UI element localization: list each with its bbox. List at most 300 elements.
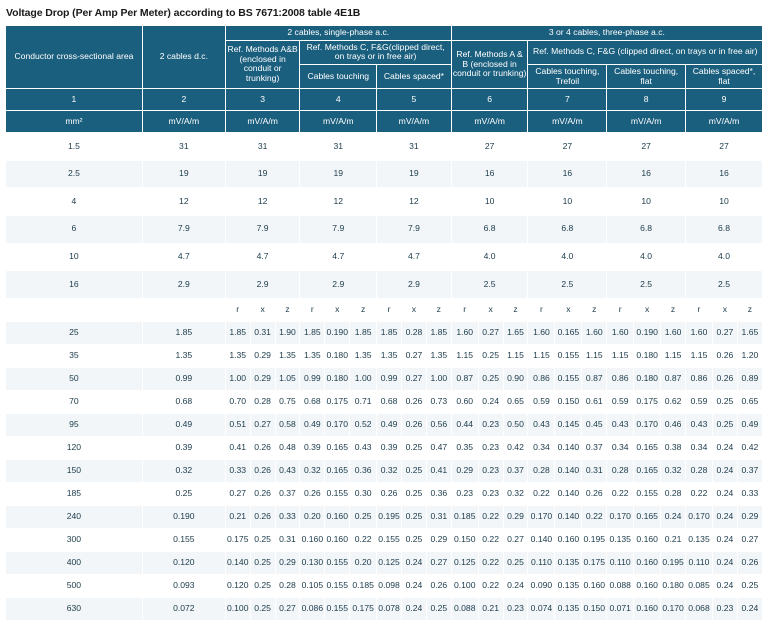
cell-value-1: 0.26 (250, 459, 275, 482)
cell-value-18: 0.068 (686, 597, 713, 620)
cell-col7: 6.8 (528, 215, 607, 243)
simple-rows-body (6, 133, 763, 299)
cell-value-20: 0.89 (737, 367, 762, 390)
cell-value-6: 1.85 (377, 321, 402, 344)
cell-value-13: 0.165 (555, 321, 582, 344)
cell-value-20: 0.24 (737, 597, 762, 620)
cell-area: 50 (6, 367, 143, 390)
cell-col4: 12 (300, 188, 377, 216)
cell-value-10: 0.23 (478, 413, 503, 436)
cell-area: 300 (6, 528, 143, 551)
cell-value-4: 0.155 (325, 597, 350, 620)
header-touching-trefoil: Cables touching, Trefoil (528, 64, 607, 88)
cell-value-11: 1.15 (503, 344, 528, 367)
cell-value-20: 0.42 (737, 436, 762, 459)
cell-value-19: 0.25 (712, 390, 737, 413)
cell-value-19: 0.26 (712, 367, 737, 390)
cell-value-5: 0.25 (350, 505, 377, 528)
cell-value-13: 0.140 (555, 436, 582, 459)
cell-value-1: 0.25 (250, 551, 275, 574)
cell-value-13: 0.140 (555, 482, 582, 505)
cell-col5: 19 (377, 160, 452, 188)
cell-value-10: 0.23 (478, 482, 503, 505)
cell-value-16: 0.175 (634, 390, 661, 413)
cell-value-2: 0.31 (275, 528, 300, 551)
cell-value-9: 0.150 (451, 528, 478, 551)
cell-value-16: 0.190 (634, 321, 661, 344)
cell-value-8: 1.00 (426, 367, 451, 390)
cell-value-11: 0.42 (503, 436, 528, 459)
cell-value-6: 0.098 (377, 574, 402, 597)
cell-value-10: 0.21 (478, 597, 503, 620)
cell-value-19: 0.27 (712, 321, 737, 344)
cell-value-12: 0.140 (528, 528, 555, 551)
cell-value-10: 0.22 (478, 505, 503, 528)
table-row (6, 528, 763, 551)
cell-value-6: 1.35 (377, 344, 402, 367)
cell-col5: 31 (377, 133, 452, 161)
cell-value-4: 0.175 (325, 390, 350, 413)
cell-value-2: 0.48 (275, 436, 300, 459)
table-row (6, 482, 763, 505)
cell-col8: 16 (607, 160, 686, 188)
cell-value-20: 0.29 (737, 505, 762, 528)
cell-value-12: 0.170 (528, 505, 555, 528)
cell-value-11: 0.32 (503, 482, 528, 505)
cell-value-18: 0.34 (686, 436, 713, 459)
cell-value-19: 0.24 (712, 436, 737, 459)
cell-col8: 10 (607, 188, 686, 216)
cell-value-10: 0.22 (478, 528, 503, 551)
cell-value-8: 1.35 (426, 344, 451, 367)
cell-col6: 2.5 (451, 271, 528, 299)
cell-dc: 1.85 (142, 321, 225, 344)
cell-value-15: 1.60 (607, 321, 634, 344)
cell-area: 4 (6, 188, 143, 216)
cell-area: 150 (6, 459, 143, 482)
cell-col9: 4.0 (686, 243, 763, 271)
cell-value-18: 0.135 (686, 528, 713, 551)
cell-value-1: 0.25 (250, 574, 275, 597)
unit-4: mV/A/m (300, 111, 377, 133)
cell-value-18: 0.28 (686, 459, 713, 482)
cell-value-15: 0.088 (607, 574, 634, 597)
header-ab-single: Ref. Methods A&B (enclosed in conduit or trunking) (225, 40, 300, 89)
cell-col9: 6.8 (686, 215, 763, 243)
cell-value-0: 1.85 (225, 321, 250, 344)
cell-value-13: 0.155 (555, 367, 582, 390)
col-number-9: 9 (686, 89, 763, 111)
cell-value-7: 0.27 (402, 344, 427, 367)
cell-value-10: 0.27 (478, 321, 503, 344)
cell-value-12: 0.34 (528, 436, 555, 459)
voltage-drop-table (5, 25, 763, 621)
cell-value-5: 1.00 (350, 367, 377, 390)
cell-value-16: 0.165 (634, 505, 661, 528)
cell-col8: 4.0 (607, 243, 686, 271)
rxz-label-r-15: r (607, 298, 634, 321)
unit-2: mV/A/m (142, 111, 225, 133)
cell-dc: 0.68 (142, 390, 225, 413)
cell-dc: 4.7 (142, 243, 225, 271)
cell-value-7: 0.25 (402, 482, 427, 505)
cell-col8: 6.8 (607, 215, 686, 243)
cell-col7: 16 (528, 160, 607, 188)
cell-col3: 31 (225, 133, 300, 161)
cell-area: 16 (6, 271, 143, 299)
cell-value-15: 0.43 (607, 413, 634, 436)
table-row (6, 413, 763, 436)
cell-value-3: 1.35 (300, 344, 325, 367)
cell-col4: 2.9 (300, 271, 377, 299)
col-number-8: 8 (607, 89, 686, 111)
cell-value-7: 0.25 (402, 528, 427, 551)
col-number-4: 4 (300, 89, 377, 111)
cell-value-4: 0.160 (325, 505, 350, 528)
cell-value-7: 0.25 (402, 436, 427, 459)
cell-value-2: 0.28 (275, 574, 300, 597)
cell-col7: 10 (528, 188, 607, 216)
cell-value-5: 0.185 (350, 574, 377, 597)
cell-value-1: 0.26 (250, 505, 275, 528)
cell-value-13: 0.155 (555, 344, 582, 367)
cell-value-8: 0.36 (426, 482, 451, 505)
table-row (6, 597, 763, 620)
cell-value-19: 0.24 (712, 574, 737, 597)
cell-dc: 0.093 (142, 574, 225, 597)
cell-value-8: 0.27 (426, 551, 451, 574)
cell-dc: 19 (142, 160, 225, 188)
cell-value-11: 0.27 (503, 528, 528, 551)
cell-value-17: 0.195 (661, 551, 686, 574)
cell-blank (6, 298, 143, 321)
cell-value-10: 0.23 (478, 436, 503, 459)
cell-dc: 31 (142, 133, 225, 161)
cell-col9: 27 (686, 133, 763, 161)
cell-dc: 0.25 (142, 482, 225, 505)
cell-col7: 27 (528, 133, 607, 161)
cell-value-6: 0.68 (377, 390, 402, 413)
rxz-label-r-12: r (528, 298, 555, 321)
cell-value-0: 0.120 (225, 574, 250, 597)
cell-value-1: 0.29 (250, 367, 275, 390)
cell-value-5: 0.30 (350, 482, 377, 505)
cell-value-14: 0.26 (582, 482, 607, 505)
cell-value-7: 0.24 (402, 597, 427, 620)
cell-value-5: 0.43 (350, 436, 377, 459)
cell-value-3: 0.32 (300, 459, 325, 482)
unit-5: mV/A/m (377, 111, 452, 133)
cell-col7: 4.0 (528, 243, 607, 271)
unit-6: mV/A/m (451, 111, 528, 133)
rxz-label-z-8: z (426, 298, 451, 321)
rxz-label-r-9: r (451, 298, 478, 321)
cell-value-9: 0.100 (451, 574, 478, 597)
table-row (6, 390, 763, 413)
cell-value-11: 0.37 (503, 459, 528, 482)
cell-value-0: 0.70 (225, 390, 250, 413)
unit-3: mV/A/m (225, 111, 300, 133)
cell-value-9: 0.60 (451, 390, 478, 413)
cell-value-4: 0.165 (325, 436, 350, 459)
cell-value-16: 0.170 (634, 413, 661, 436)
cell-value-20: 0.25 (737, 574, 762, 597)
cell-value-15: 0.34 (607, 436, 634, 459)
cell-value-0: 0.41 (225, 436, 250, 459)
table-row (6, 551, 763, 574)
cell-dc: 0.39 (142, 436, 225, 459)
cell-value-7: 0.25 (402, 505, 427, 528)
cell-value-4: 0.160 (325, 528, 350, 551)
cell-value-1: 0.26 (250, 482, 275, 505)
cell-value-14: 0.160 (582, 574, 607, 597)
cell-value-20: 1.65 (737, 321, 762, 344)
cell-col3: 12 (225, 188, 300, 216)
cell-col9: 10 (686, 188, 763, 216)
cell-col6: 16 (451, 160, 528, 188)
cell-value-7: 0.25 (402, 459, 427, 482)
cell-value-4: 0.155 (325, 551, 350, 574)
cell-value-5: 0.71 (350, 390, 377, 413)
cell-value-6: 0.49 (377, 413, 402, 436)
cell-value-12: 0.28 (528, 459, 555, 482)
cell-value-11: 1.65 (503, 321, 528, 344)
cell-value-8: 0.56 (426, 413, 451, 436)
cell-value-16: 0.160 (634, 574, 661, 597)
cell-col5: 2.9 (377, 271, 452, 299)
cell-value-13: 0.140 (555, 459, 582, 482)
cell-value-4: 0.180 (325, 367, 350, 390)
header-ab-three: Ref. Methods A & B (enclosed in conduit or trunking) (451, 40, 528, 89)
cell-value-5: 0.175 (350, 597, 377, 620)
cell-value-5: 0.20 (350, 551, 377, 574)
cell-value-8: 0.31 (426, 505, 451, 528)
cell-value-16: 0.180 (634, 344, 661, 367)
table-row (6, 188, 763, 216)
unit-7: mV/A/m (528, 111, 607, 133)
col-number-1: 1 (6, 89, 143, 111)
cell-value-13: 0.135 (555, 574, 582, 597)
cell-value-12: 0.59 (528, 390, 555, 413)
cell-dc: 12 (142, 188, 225, 216)
cell-value-5: 1.35 (350, 344, 377, 367)
cell-value-20: 1.20 (737, 344, 762, 367)
rxz-label-z-14: z (582, 298, 607, 321)
cell-value-18: 0.170 (686, 505, 713, 528)
cell-value-14: 0.87 (582, 367, 607, 390)
cell-value-7: 0.24 (402, 551, 427, 574)
cell-value-1: 0.25 (250, 597, 275, 620)
cell-value-8: 0.73 (426, 390, 451, 413)
cell-value-20: 0.37 (737, 459, 762, 482)
cell-value-0: 1.00 (225, 367, 250, 390)
cell-value-12: 0.110 (528, 551, 555, 574)
cell-value-19: 0.24 (712, 482, 737, 505)
cell-value-5: 0.52 (350, 413, 377, 436)
cell-value-8: 0.41 (426, 459, 451, 482)
cell-value-11: 0.90 (503, 367, 528, 390)
cell-area: 10 (6, 243, 143, 271)
cell-value-16: 0.155 (634, 482, 661, 505)
cell-value-12: 0.074 (528, 597, 555, 620)
cell-value-3: 0.26 (300, 482, 325, 505)
rxz-label-r-3: r (300, 298, 325, 321)
cell-value-14: 0.37 (582, 436, 607, 459)
cell-value-15: 0.135 (607, 528, 634, 551)
cell-value-0: 0.21 (225, 505, 250, 528)
cell-col7: 2.5 (528, 271, 607, 299)
cell-dc: 0.49 (142, 413, 225, 436)
cell-area: 2.5 (6, 160, 143, 188)
cell-value-19: 0.26 (712, 344, 737, 367)
cell-col4: 31 (300, 133, 377, 161)
cell-value-3: 0.39 (300, 436, 325, 459)
header-cfg-three: Ref. Methods C, F&G (clipped direct, on trays or in free air) (528, 40, 763, 64)
cell-value-17: 0.180 (661, 574, 686, 597)
cell-value-14: 0.61 (582, 390, 607, 413)
cell-value-19: 0.25 (712, 413, 737, 436)
cell-value-6: 0.155 (377, 528, 402, 551)
cell-value-9: 1.15 (451, 344, 478, 367)
cell-value-9: 0.87 (451, 367, 478, 390)
col-number-7: 7 (528, 89, 607, 111)
cell-value-2: 1.35 (275, 344, 300, 367)
cell-value-12: 0.22 (528, 482, 555, 505)
table-row (6, 436, 763, 459)
cell-value-17: 0.170 (661, 597, 686, 620)
cell-col8: 2.5 (607, 271, 686, 299)
cell-value-18: 0.110 (686, 551, 713, 574)
cell-value-10: 0.23 (478, 459, 503, 482)
header-row-units (6, 111, 763, 133)
header-conductor-area: Conductor cross-sectional area (6, 26, 143, 89)
cell-area: 240 (6, 505, 143, 528)
cell-value-7: 0.24 (402, 574, 427, 597)
cell-value-10: 0.22 (478, 551, 503, 574)
cell-value-8: 0.29 (426, 528, 451, 551)
cell-value-17: 0.32 (661, 459, 686, 482)
cell-value-1: 0.31 (250, 321, 275, 344)
rxz-label-r-0: r (225, 298, 250, 321)
cell-area: 25 (6, 321, 143, 344)
cell-value-19: 0.24 (712, 528, 737, 551)
page-title: Voltage Drop (Per Amp Per Meter) according to BS 7671:2008 table 4E1B (6, 7, 361, 19)
cell-value-0: 0.140 (225, 551, 250, 574)
cell-value-4: 0.170 (325, 413, 350, 436)
table-row (6, 505, 763, 528)
col-number-5: 5 (377, 89, 452, 111)
table-row (6, 133, 763, 161)
cell-value-16: 0.165 (634, 459, 661, 482)
cell-value-12: 1.15 (528, 344, 555, 367)
cell-area: 35 (6, 344, 143, 367)
cell-value-7: 0.27 (402, 367, 427, 390)
cell-value-13: 0.145 (555, 413, 582, 436)
cell-value-9: 0.125 (451, 551, 478, 574)
cell-value-11: 0.50 (503, 413, 528, 436)
cell-blank (142, 298, 225, 321)
table-row (6, 215, 763, 243)
cell-value-13: 0.140 (555, 505, 582, 528)
cell-value-17: 0.46 (661, 413, 686, 436)
cell-value-17: 0.87 (661, 367, 686, 390)
cell-value-1: 0.25 (250, 528, 275, 551)
cell-value-17: 0.24 (661, 505, 686, 528)
cell-area: 185 (6, 482, 143, 505)
cell-value-12: 1.60 (528, 321, 555, 344)
rxz-label-r-18: r (686, 298, 713, 321)
cell-value-6: 0.32 (377, 459, 402, 482)
cell-value-3: 0.105 (300, 574, 325, 597)
cell-value-17: 0.28 (661, 482, 686, 505)
cell-value-19: 0.24 (712, 505, 737, 528)
rxz-label-x-10: x (478, 298, 503, 321)
cell-col3: 2.9 (225, 271, 300, 299)
header-row-numbers (6, 89, 763, 111)
cell-value-10: 0.22 (478, 574, 503, 597)
cell-value-0: 0.51 (225, 413, 250, 436)
cell-value-16: 0.160 (634, 597, 661, 620)
cell-value-14: 1.15 (582, 344, 607, 367)
cell-col8: 27 (607, 133, 686, 161)
cell-value-9: 0.29 (451, 459, 478, 482)
cell-value-14: 1.60 (582, 321, 607, 344)
table-row (6, 160, 763, 188)
rxz-subheader-row (6, 298, 763, 321)
cell-value-20: 0.49 (737, 413, 762, 436)
col-number-2: 2 (142, 89, 225, 111)
cell-value-15: 0.170 (607, 505, 634, 528)
cell-col3: 19 (225, 160, 300, 188)
cell-dc: 0.32 (142, 459, 225, 482)
table-row (6, 321, 763, 344)
cell-value-11: 0.23 (503, 597, 528, 620)
cell-value-2: 1.90 (275, 321, 300, 344)
cell-value-12: 0.86 (528, 367, 555, 390)
cell-value-3: 0.130 (300, 551, 325, 574)
header-cables-spaced-single: Cables spaced* (377, 64, 452, 88)
rxz-label-x-7: x (402, 298, 427, 321)
cell-col6: 10 (451, 188, 528, 216)
cell-value-0: 0.100 (225, 597, 250, 620)
cell-col5: 12 (377, 188, 452, 216)
cell-value-15: 0.22 (607, 482, 634, 505)
cell-value-12: 0.090 (528, 574, 555, 597)
table-row (6, 271, 763, 299)
rxz-rows-body (6, 298, 763, 620)
cell-value-10: 0.25 (478, 344, 503, 367)
header-group-single-phase: 2 cables, single-phase a.c. (225, 26, 451, 41)
col-number-6: 6 (451, 89, 528, 111)
cell-value-10: 0.25 (478, 367, 503, 390)
cell-value-4: 0.165 (325, 459, 350, 482)
cell-value-3: 0.49 (300, 413, 325, 436)
cell-value-20: 0.65 (737, 390, 762, 413)
cell-value-1: 0.28 (250, 390, 275, 413)
rxz-label-z-5: z (350, 298, 377, 321)
cell-value-17: 1.60 (661, 321, 686, 344)
cell-value-3: 0.68 (300, 390, 325, 413)
table-row (6, 243, 763, 271)
cell-dc: 0.072 (142, 597, 225, 620)
cell-value-8: 0.26 (426, 574, 451, 597)
cell-col3: 7.9 (225, 215, 300, 243)
cell-value-2: 0.37 (275, 482, 300, 505)
cell-col5: 4.7 (377, 243, 452, 271)
cell-value-6: 0.078 (377, 597, 402, 620)
cell-value-0: 1.35 (225, 344, 250, 367)
cell-value-18: 0.085 (686, 574, 713, 597)
